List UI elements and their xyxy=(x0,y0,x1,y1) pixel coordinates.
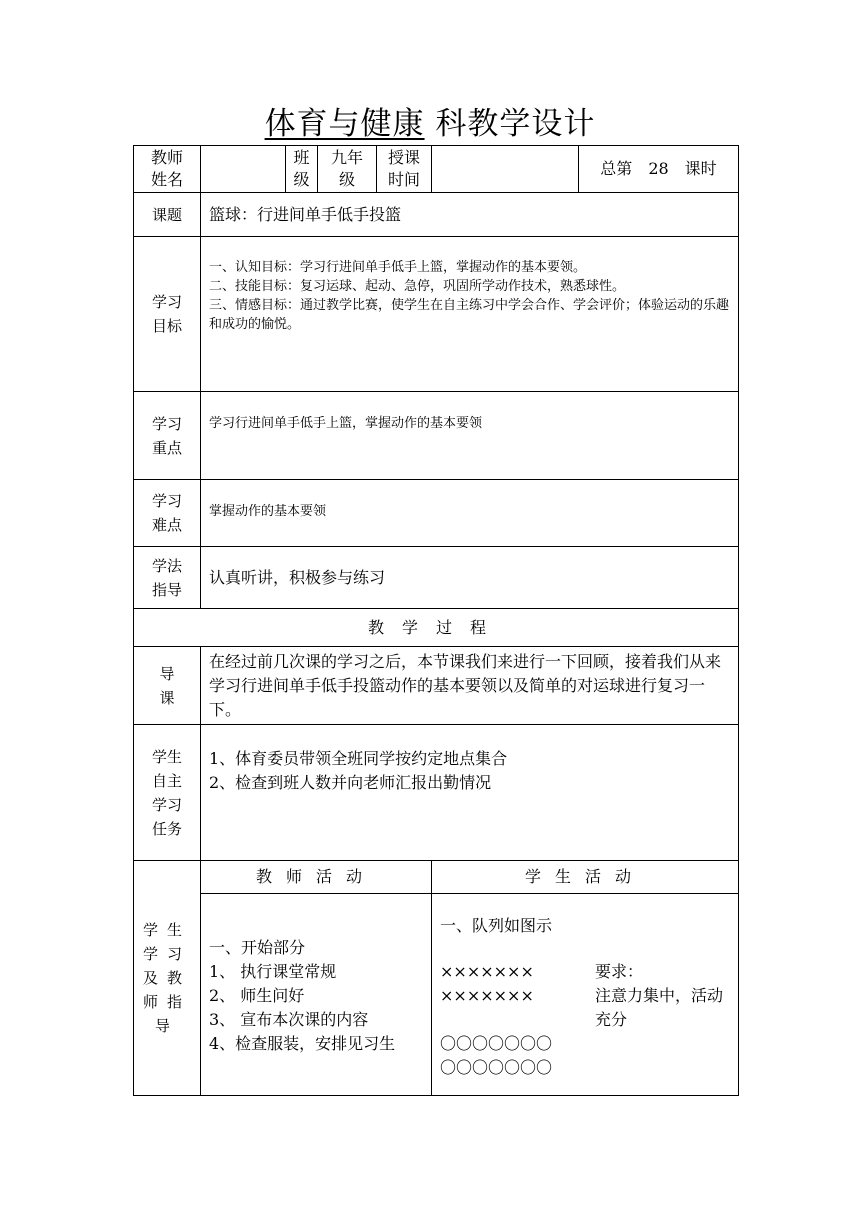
class-value: 九年级 xyxy=(318,146,377,193)
difficulty-label: 学习难点 xyxy=(134,480,201,547)
requirement-label: 要求： xyxy=(595,962,644,981)
lesson-count-prefix: 总第 xyxy=(600,159,633,178)
lesson-count-suffix: 课时 xyxy=(684,159,717,178)
teacher-activity-item: 4、检查服装，安排见习生 xyxy=(209,1034,396,1053)
formation-row: ××××××× xyxy=(440,986,534,1005)
method-label: 学法指导 xyxy=(134,547,201,609)
teacher-name-cell xyxy=(201,146,286,193)
formation-row: ××××××× xyxy=(440,962,534,981)
activity-heading-row xyxy=(134,861,739,894)
process-heading: 教学过程 xyxy=(134,609,739,647)
objectives-content xyxy=(201,237,739,392)
subject-name: 体育与健康 xyxy=(264,106,425,142)
time-label: 授课时间 xyxy=(377,146,432,193)
lesson-count-number: 28 xyxy=(648,159,669,178)
focus-value: 学习行进间单手低手上篮，掌握动作的基本要领 xyxy=(201,392,739,480)
lesson-count xyxy=(579,146,739,193)
formation-block xyxy=(440,960,730,984)
self-study-label: 学生自主学习任务 xyxy=(134,725,201,861)
student-activity-heading: 学生活动 xyxy=(432,861,739,894)
lesson-plan-table xyxy=(133,145,739,1096)
process-heading-row xyxy=(134,609,739,647)
intro-row xyxy=(134,647,739,725)
objectives-row xyxy=(134,237,739,392)
teacher-name-label: 教师姓名 xyxy=(134,146,201,193)
topic-row xyxy=(134,193,739,237)
document-title xyxy=(0,104,860,144)
teacher-activity-item: 3、 宣布本次课的内容 xyxy=(209,1010,369,1029)
self-study-item: 1、体育委员带领全班同学按约定地点集合 xyxy=(209,749,508,768)
self-study-row xyxy=(134,725,739,861)
formation-row: 〇〇〇〇〇〇〇 xyxy=(440,1034,553,1053)
student-activity-intro: 一、队列如图示 xyxy=(440,916,553,935)
requirement-text-block xyxy=(440,984,730,1032)
objective-affective: 三、情感目标：通过教学比赛，使学生在自主练习中学会合作、学会评价；体验运动的乐趣和成功的愉悦。 xyxy=(209,298,730,332)
teacher-activity-item: 2、 师生问好 xyxy=(209,986,305,1005)
formation-row: 〇〇〇〇〇〇〇 xyxy=(440,1058,553,1077)
topic-label: 课题 xyxy=(134,193,201,237)
teacher-activity-content xyxy=(201,894,432,1096)
self-study-item: 2、检查到班人数并向老师汇报出勤情况 xyxy=(209,773,492,792)
class-label: 班级 xyxy=(286,146,318,193)
objective-skill: 二、技能目标：复习运球、起动、急停，巩固所学动作技术，熟悉球性。 xyxy=(209,279,626,294)
difficulty-row xyxy=(134,480,739,547)
activity-row xyxy=(134,894,739,1096)
teacher-activity-heading: 教师活动 xyxy=(201,861,432,894)
teacher-activity-item: 1、 执行课堂常规 xyxy=(209,962,337,981)
method-value: 认真听讲，积极参与练习 xyxy=(201,547,739,609)
topic-value: 篮球：行进间单手低手投篮 xyxy=(201,193,739,237)
time-value-cell xyxy=(432,146,579,193)
header-row xyxy=(134,146,739,193)
teacher-activity-item: 一、开始部分 xyxy=(209,938,306,957)
objectives-label: 学习目标 xyxy=(134,237,201,392)
focus-label: 学习重点 xyxy=(134,392,201,480)
difficulty-value: 掌握动作的基本要领 xyxy=(201,480,739,547)
self-study-content xyxy=(201,725,739,861)
intro-label: 导课 xyxy=(134,647,201,725)
student-activity-content xyxy=(432,894,739,1096)
requirement-text: 注意力集中，活动充分 xyxy=(595,986,724,1029)
focus-row xyxy=(134,392,739,480)
objective-cognitive: 一、认知目标：学习行进间单手低手上篮，掌握动作的基本要领。 xyxy=(209,260,587,275)
method-row xyxy=(134,547,739,609)
title-rest: 科教学设计 xyxy=(435,106,596,142)
intro-value: 在经过前几次课的学习之后，本节课我们来进行一下回顾，接着我们从来学习行进间单手低手投篮动作的基本要领以及简单的对运球进行复习一下。 xyxy=(201,647,739,725)
guidance-label: 学生学习及教师指导 xyxy=(134,861,201,1096)
